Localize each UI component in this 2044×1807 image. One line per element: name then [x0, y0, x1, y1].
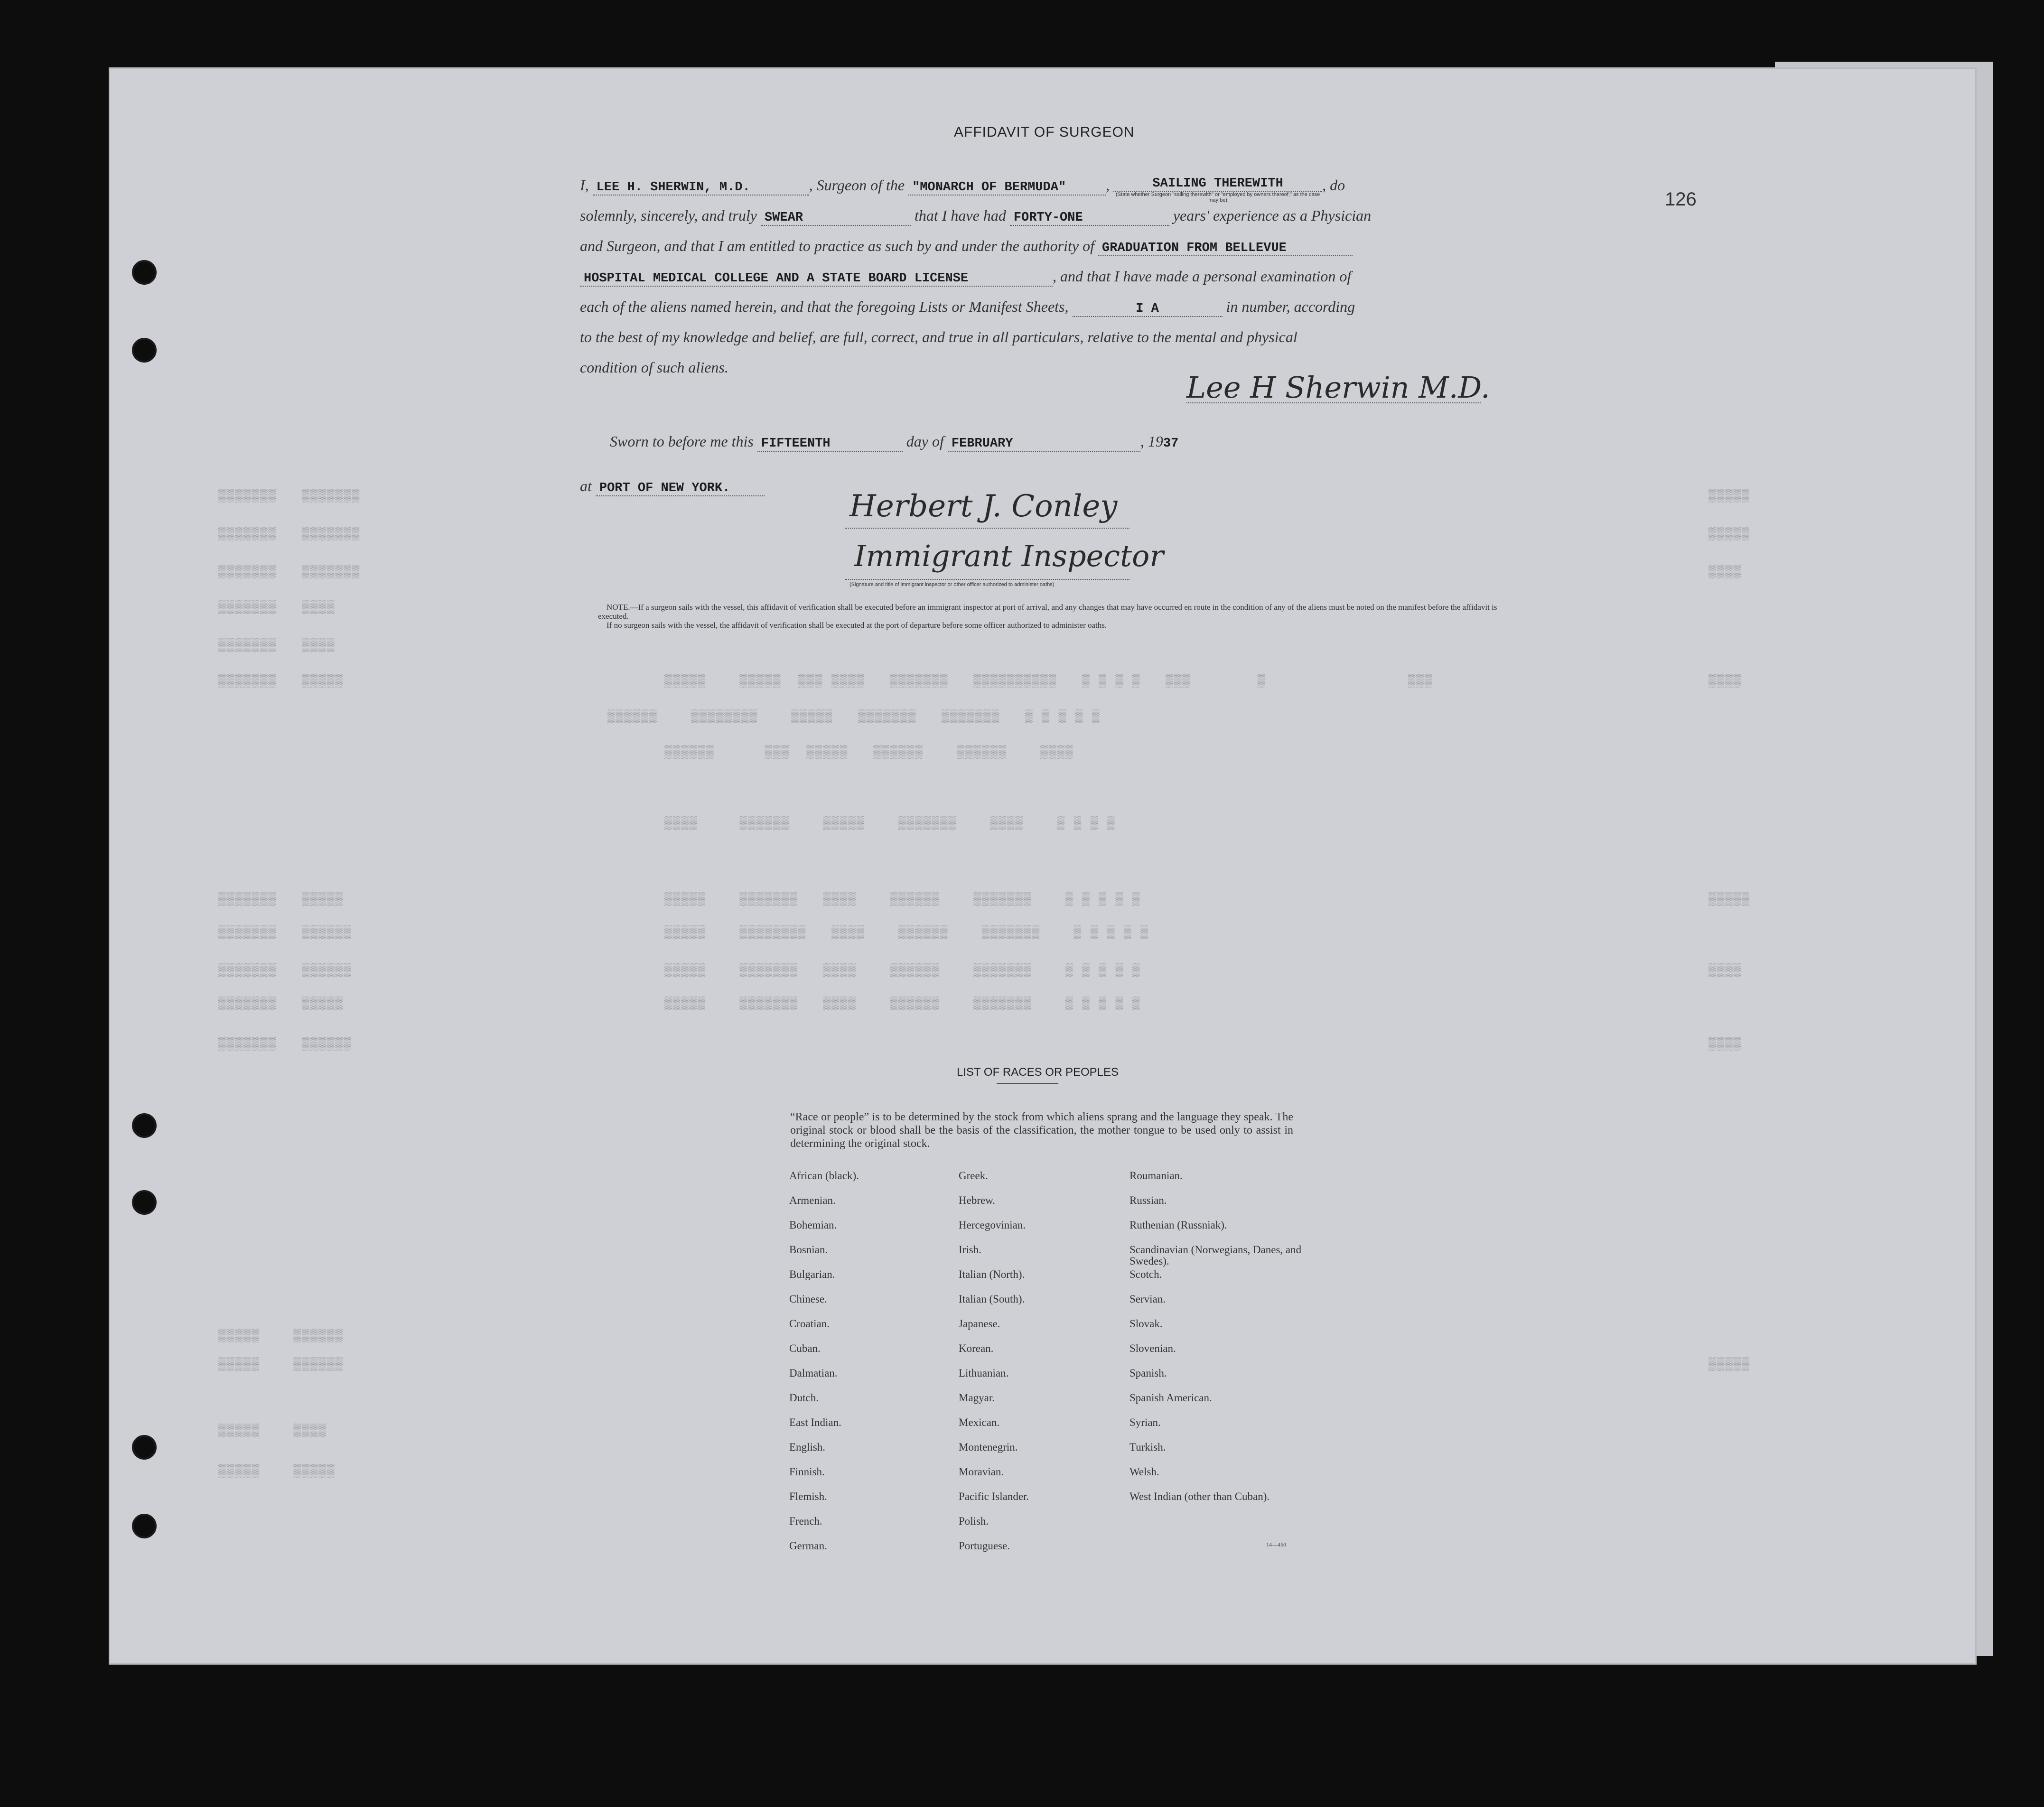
race-item: Greek. [959, 1170, 988, 1182]
sheet-count: I A [1073, 302, 1223, 317]
punch-hole [132, 1514, 157, 1538]
binder-tab [56, 662, 75, 690]
affidavit-title: AFFIDAVIT OF SURGEON [954, 124, 1135, 140]
race-item: Welsh. [1129, 1466, 1159, 1478]
inspector-signature-line [845, 528, 1129, 529]
race-item: Hercegovinian. [959, 1219, 1026, 1231]
race-item: Bosnian. [789, 1244, 828, 1256]
race-item: Dutch. [789, 1392, 819, 1404]
race-item: African (black). [789, 1170, 859, 1182]
race-item: Italian (North). [959, 1268, 1025, 1280]
race-item: Bulgarian. [789, 1268, 835, 1280]
races-intro: “Race or people” is to be determined by the stock from which aliens sprang and the language they speak. The original stock or blood shall be the basis of the classification, the mother tongue to be used only to assist in determining the original stock. [790, 1111, 1293, 1150]
race-item: Dalmatian. [789, 1367, 838, 1379]
race-item: Syrian. [1129, 1416, 1161, 1428]
affidavit-line-5: each of the aliens named herein, and that the foregoing Lists or Manifest Sheets, I A in number, according [580, 298, 1355, 316]
race-item: Pacific Islander. [959, 1490, 1029, 1502]
race-item: Lithuanian. [959, 1367, 1009, 1379]
practice-authority-continued: HOSPITAL MEDICAL COLLEGE AND A STATE BOARD LICENSE [580, 271, 1053, 287]
surgeon-name: LEE H. SHERWIN, M.D. [593, 180, 809, 196]
races-column-2 [959, 1170, 1029, 1565]
race-item: West Indian (other than Cuban). [1129, 1490, 1270, 1502]
surgeon-signature: Lee H Sherwin M.D. [1186, 370, 1490, 405]
sworn-month: FEBRUARY [948, 437, 1140, 452]
races-column-1 [789, 1170, 859, 1565]
inspector-caption: (Signature and title of immigrant inspector or other officer authorized to administer oaths) [849, 582, 1055, 587]
race-item: Ruthenian (Russniak). [1129, 1219, 1227, 1231]
race-item: Roumanian. [1129, 1170, 1183, 1182]
binder-tab [56, 531, 75, 560]
oath-type: SWEAR [761, 211, 911, 226]
affidavit-line-3: and Surgeon, and that I am entitled to practice as such by and under the authority of GRADUATION FROM BELLEVUE [580, 237, 1491, 256]
race-item: East Indian. [789, 1416, 841, 1428]
page-number: 126 [1665, 189, 1697, 210]
affidavit-line-6: to the best of my knowledge and belief, are full, correct, and true in all particulars, relative to the mental and physical [580, 328, 1297, 345]
race-item: Servian. [1129, 1293, 1166, 1305]
race-item: Italian (South). [959, 1293, 1025, 1305]
vessel-name: "MONARCH OF BERMUDA" [908, 180, 1106, 196]
race-item: Spanish American. [1129, 1392, 1212, 1404]
sailing-status: SAILING THEREWITH [1113, 177, 1322, 192]
race-item: Croatian. [789, 1318, 830, 1330]
binder-tab [56, 259, 75, 287]
races-list-title: LIST OF RACES OR PEOPLES [957, 1066, 1119, 1079]
port-line: at PORT OF NEW YORK. [580, 477, 1491, 496]
sworn-day: FIFTEENTH [757, 437, 903, 452]
race-item: Hebrew. [959, 1194, 996, 1206]
race-item: Japanese. [959, 1318, 1000, 1330]
race-item: English. [789, 1441, 826, 1453]
inspector-title: Immigrant Inspector [854, 539, 1164, 573]
race-item: Spanish. [1129, 1367, 1167, 1379]
race-item: Flemish. [789, 1490, 827, 1502]
signature-line [1186, 402, 1481, 403]
affidavit-note: NOTE.—If a surgeon sails with the vessel, this affidavit of verification shall be executed before an immigrant inspector at port of arrival, and any changes that may have occurred en route in the condition of any of the aliens must be noted on the manifest before the affidavit is executed. If no surgeon sails with the vessel, the affidavit of verification shall be executed at the port of departure before some officer authorized to administer oaths. [598, 603, 1497, 630]
affidavit-line-2: solemnly, sincerely, and truly SWEAR that I have had FORTY-ONE years' experience as a Physician [580, 207, 1372, 225]
race-item: Armenian. [789, 1194, 836, 1206]
years-experience: FORTY-ONE [1010, 211, 1169, 226]
sailing-status-caption: (State whether Surgeon "sailing therewith" or "employed by owners thereof," as the case may be) [1116, 192, 1320, 203]
race-item: Slovak. [1129, 1318, 1163, 1330]
race-item: Finnish. [789, 1466, 825, 1478]
race-item: Chinese. [789, 1293, 827, 1305]
inspector-signature: Herbert J. Conley [849, 489, 1118, 524]
race-item: Portuguese. [959, 1540, 1010, 1552]
race-item: French. [789, 1515, 822, 1527]
affidavit-line-4: HOSPITAL MEDICAL COLLEGE AND A STATE BOARD LICENSE , and that I have made a personal examination of [580, 268, 1491, 287]
binder-tab [56, 399, 75, 427]
race-item: Scandinavian (Norwegians, Danes, and Swedes). [1129, 1244, 1302, 1267]
sworn-year: 37 [1163, 437, 1179, 451]
race-item: Montenegrin. [959, 1441, 1018, 1453]
sworn-line: Sworn to before me this FIFTEENTH day of FEBRUARY , 1937 [610, 433, 1179, 451]
race-item: Mexican. [959, 1416, 1000, 1428]
race-item: Irish. [959, 1244, 981, 1256]
punch-hole [132, 338, 157, 363]
race-item: Russian. [1129, 1194, 1167, 1206]
race-item: Slovenian. [1129, 1342, 1176, 1354]
race-item: Korean. [959, 1342, 994, 1354]
races-column-3 [1129, 1170, 1310, 1516]
punch-hole [132, 1435, 157, 1460]
race-item: Cuban. [789, 1342, 821, 1354]
race-item: Turkish. [1129, 1441, 1166, 1453]
port-of-arrival: PORT OF NEW YORK. [596, 481, 765, 496]
race-item: Bohemian. [789, 1219, 837, 1231]
practice-authority: GRADUATION FROM BELLEVUE [1098, 241, 1353, 256]
title-rule [997, 1083, 1058, 1084]
affidavit-line-7: condition of such aliens. [580, 359, 728, 376]
race-item: German. [789, 1540, 827, 1552]
form-number: 14—450 [1266, 1541, 1286, 1548]
punch-hole [132, 1113, 157, 1138]
race-item: Polish. [959, 1515, 989, 1527]
punch-hole [132, 1190, 157, 1215]
race-item: Moravian. [959, 1466, 1004, 1478]
inspector-title-line [845, 579, 1129, 580]
race-item: Magyar. [959, 1392, 995, 1404]
race-item: Scotch. [1129, 1268, 1162, 1280]
punch-hole [132, 260, 157, 285]
affidavit-line-1: I, LEE H. SHERWIN, M.D. , Surgeon of the "MONARCH OF BERMUDA" , SAILING THEREWITH (State whether Surgeon "sailing therewith" or "employed by owners thereof," as the case may be) , do [580, 177, 1345, 203]
